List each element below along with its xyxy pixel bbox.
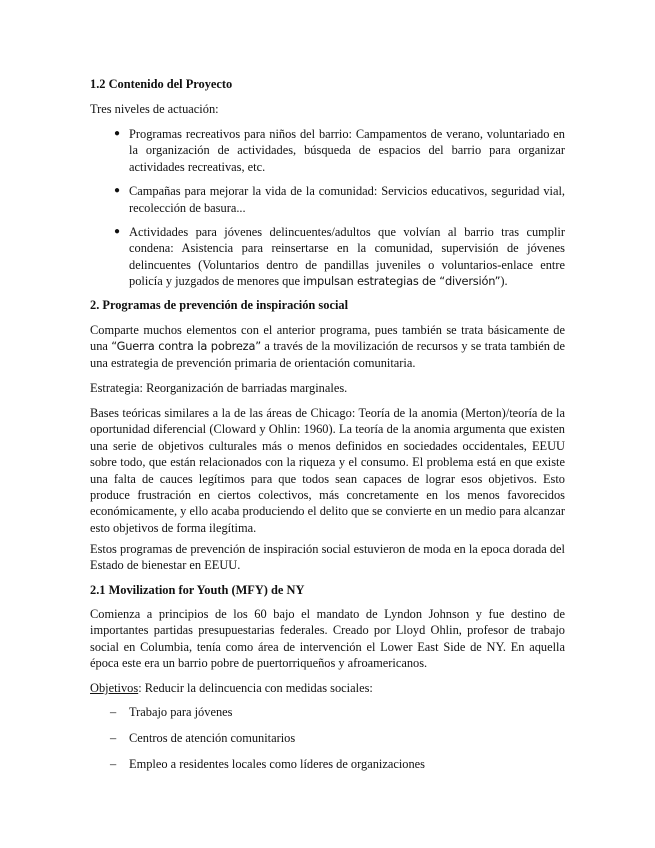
objectives-line: Objetivos: Reducir la delincuencia con medidas sociales: bbox=[90, 681, 373, 695]
list-item: ● Campañas para mejorar la vida de la comunidad: Servicios educativos, seguridad vial, recolección de basura... bbox=[114, 184, 565, 215]
bullet-icon: ● bbox=[114, 185, 121, 197]
objectives-list bbox=[90, 704, 565, 781]
section-2-paragraph: Comparte muchos elementos con el anterior programa, pues también se trata básicamente de una “Guerra contra la pobreza” a través de la movilización de recursos y se trata también de una estrategia de prevención primaria de orientación comunitaria. bbox=[90, 323, 565, 370]
emphasis-text: impulsan estrategias de “diversión” bbox=[303, 274, 501, 289]
dash-icon: – bbox=[110, 705, 117, 719]
welfare-paragraph: Estos programas de prevención de inspiración social estuvieron de moda en la epoca dorada del Estado de bienestar en EEUU. bbox=[90, 542, 565, 573]
list-item: ● Actividades para jóvenes delincuentes/adultos que volvían al barrio tras cumplir condena: Asistencia para reinsertarse en la comunidad, supervisión de jóvenes delincuentes (Voluntarios dentro de pandillas juveniles o voluntarios-enlace entre policía y juzgados de menores que impulsan estrategias de “diversión”). bbox=[114, 225, 565, 289]
bullet-icon: ● bbox=[114, 128, 121, 139]
dash-icon: – bbox=[110, 730, 117, 745]
bullet-icon: ● bbox=[114, 226, 121, 238]
section-1-2-bullet-list bbox=[90, 126, 565, 298]
dash-icon: – bbox=[110, 756, 117, 771]
list-item: – Trabajo para jóvenes bbox=[110, 705, 233, 719]
list-item: – Centros de atención comunitarios bbox=[110, 730, 296, 745]
section-1-2-heading: 1.2 Contenido del Proyecto bbox=[90, 77, 233, 91]
theory-paragraph: Bases teóricas similares a la de las áreas de Chicago: Teoría de la anomia (Merton)/teoría de la oportunidad diferencial (Cloward y Ohlin: 1960). La teoría de la anomia argumenta que existen una serie de objetivos culturales más o menos definidos en sociedades occidentales, EEUU sobre todo, que están relacionados con la riqueza y el consumo. El problema está en que existe una falta de cauces legítimos para que todos sean capaces de lograr esos objetivos. Esto produce frustración en ciertos colectivos, más concretamente en los menos favorecidos económicamente, y ello acaba produciendo el delito que se convierte en un medio para alcanzar esto objetivos de forma ilegítima. bbox=[90, 406, 565, 535]
emphasis-text: “Guerra contra la pobreza” bbox=[111, 339, 261, 354]
mfy-paragraph: Comienza a principios de los 60 bajo el mandato de Lyndon Johnson y fue destino de importantes partidas presupuestarias federales. Creado por Lloyd Ohlin, profesor de trabajo social en Columbia, tenía como área de intervención el Lower East Side de NY. En aquella época este era un barrio pobre de puertorriqueños y afroamericanos. bbox=[90, 607, 565, 671]
section-2-heading: 2. Programas de prevención de inspiración social bbox=[90, 298, 349, 312]
strategy-paragraph: Estrategia: Reorganización de barriadas marginales. bbox=[90, 381, 348, 395]
section-1-2-intro: Tres niveles de actuación: bbox=[90, 102, 219, 116]
list-item: ● Programas recreativos para niños del barrio: Campamentos de verano, voluntariado en la organización de actividades, búsqueda de espacios del barrio para organizar actividades recreativas, etc. bbox=[114, 127, 565, 174]
objectives-label: Objetivos bbox=[90, 681, 139, 695]
section-2-1-heading: 2.1 Movilization for Youth (MFY) de NY bbox=[90, 583, 305, 597]
list-item: – Empleo a residentes locales como líderes de organizaciones bbox=[110, 756, 426, 771]
